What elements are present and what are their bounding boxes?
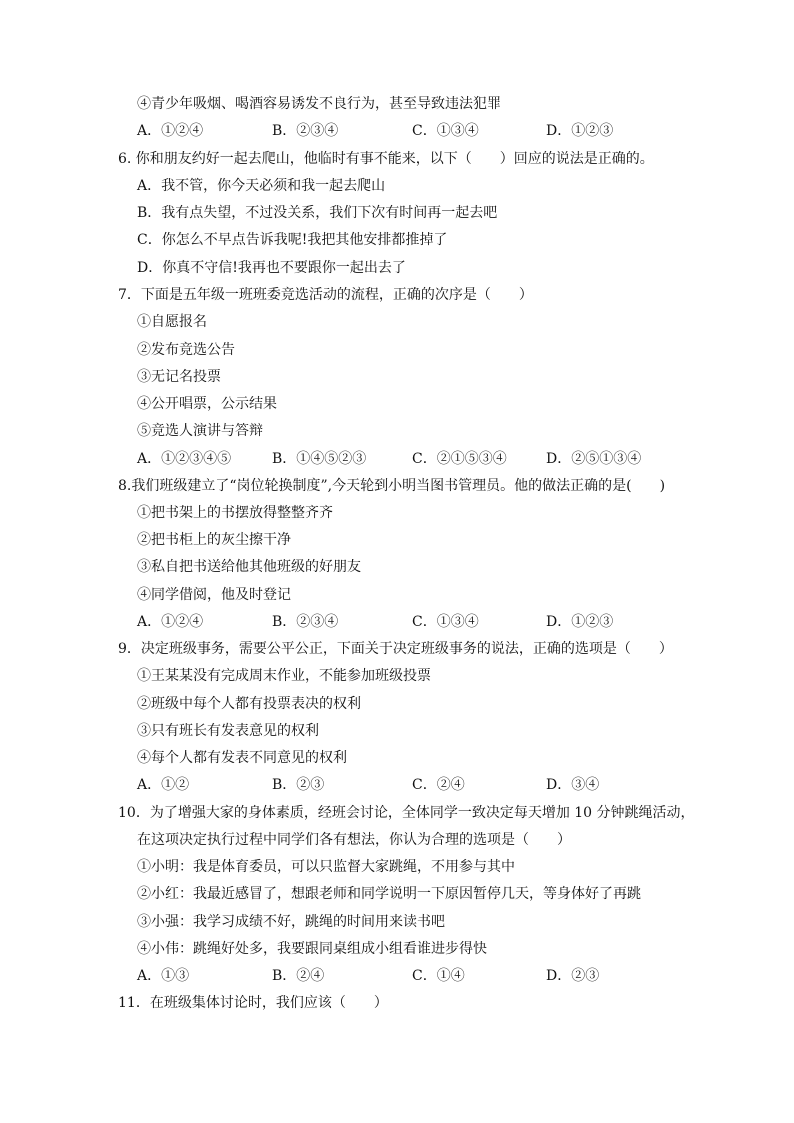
q9-item-4: ④每个人都有发表不同意见的权利 — [137, 750, 347, 766]
q9-item-1: ①王某某没有完成周末作业，不能参加班级投票 — [137, 668, 431, 684]
q10-item-3: ③小强：我学习成绩不好，跳绳的时间用来读书吧 — [137, 914, 445, 930]
q8-option-c: C．①③④ — [412, 614, 479, 630]
q7-option-b: B．①④⑤②③ — [272, 451, 367, 467]
q5-option-a: A．①②④ — [137, 123, 204, 139]
q10-item-4: ④小伟：跳绳好处多，我要跟同桌组成小组看谁进步得快 — [137, 941, 487, 957]
q7-option-d: D．②⑤①③④ — [546, 451, 642, 467]
q10-option-c: C．①④ — [412, 968, 465, 984]
q10-option-d: D．②③ — [546, 968, 600, 984]
q10-item-1: ①小明：我是体育委员，可以只监督大家跳绳，不用参与其中 — [137, 859, 515, 875]
q7-item-4: ④公开唱票，公示结果 — [137, 396, 277, 412]
q8-item-1: ①把书架上的书摆放得整整齐齐 — [137, 505, 333, 521]
q11-stem: 11．在班级集体讨论时，我们应该（ ） — [118, 995, 388, 1011]
q5-option-d: D．①②③ — [546, 123, 614, 139]
q6-stem: 6. 你和朋友约好一起去爬山，他临时有事不能来，以下（ ）回应的说法是正确的。 — [118, 151, 654, 167]
q9-option-a: A．①② — [137, 777, 190, 793]
q5-option-b: B．②③④ — [272, 123, 339, 139]
q8-option-d: D．①②③ — [546, 614, 614, 630]
q6-choice-b: B．我有点失望，不过没关系，我们下次有时间再一起去吧 — [137, 205, 498, 221]
q6-choice-d: D．你真不守信!我再也不要跟你一起出去了 — [137, 260, 406, 276]
q10-option-a: A．①③ — [137, 968, 190, 984]
q9-item-3: ③只有班长有发表意见的权利 — [137, 723, 319, 739]
q9-option-b: B．②③ — [272, 777, 325, 793]
q9-item-2: ②班级中每个人都有投票表决的权利 — [137, 696, 361, 712]
q7-item-5: ⑤竞选人演讲与答辩 — [137, 423, 263, 439]
q9-option-c: C．②④ — [412, 777, 465, 793]
q10-item-2: ②小红：我最近感冒了，想跟老师和同学说明一下原因暂停几天，等身体好了再跳 — [137, 886, 641, 902]
q7-item-2: ②发布竞选公告 — [137, 342, 235, 358]
q7-item-1: ①自愿报名 — [137, 314, 207, 330]
q8-stem: 8.我们班级建立了“岗位轮换制度”,今天轮到小明当图书管理员。他的做法正确的是( ) — [118, 478, 666, 494]
q7-option-c: C．②①⑤③④ — [412, 451, 507, 467]
q8-item-2: ②把书柜上的灰尘擦干净 — [137, 532, 291, 548]
q9-stem: 9．决定班级事务，需要公平公正，下面关于决定班级事务的说法，正确的选项是（ ） — [118, 641, 673, 657]
q8-item-3: ③私自把书送给他其他班级的好朋友 — [137, 559, 361, 575]
q7-stem: 7．下面是五年级一班班委竞选活动的流程，正确的次序是（ ） — [118, 287, 533, 303]
q10-stem-line-2: 在这项决定执行过程中同学们各有想法，你认为合理的选项是（ ） — [137, 832, 571, 848]
q7-option-a: A．①②③④⑤ — [137, 451, 232, 467]
q8-item-4: ④同学借阅，他及时登记 — [137, 587, 291, 603]
q10-stem-line-1: 10．为了增强大家的身体素质，经班会讨论，全体同学一致决定每天增加 10 分钟跳绳活动， — [118, 805, 695, 821]
q6-choice-c: C．你怎么不早点告诉我呢!我把其他安排都推掉了 — [137, 232, 448, 248]
q6-choice-a: A．我不管，你今天必须和我一起去爬山 — [137, 178, 386, 194]
q5-item-4: ④青少年吸烟、喝酒容易诱发不良行为，甚至导致违法犯罪 — [137, 96, 501, 112]
q8-option-b: B．②③④ — [272, 614, 339, 630]
q7-item-3: ③无记名投票 — [137, 369, 221, 385]
q8-option-a: A．①②④ — [137, 614, 204, 630]
q5-option-c: C．①③④ — [412, 123, 479, 139]
q10-option-b: B．②④ — [272, 968, 325, 984]
q9-option-d: D．③④ — [546, 777, 600, 793]
